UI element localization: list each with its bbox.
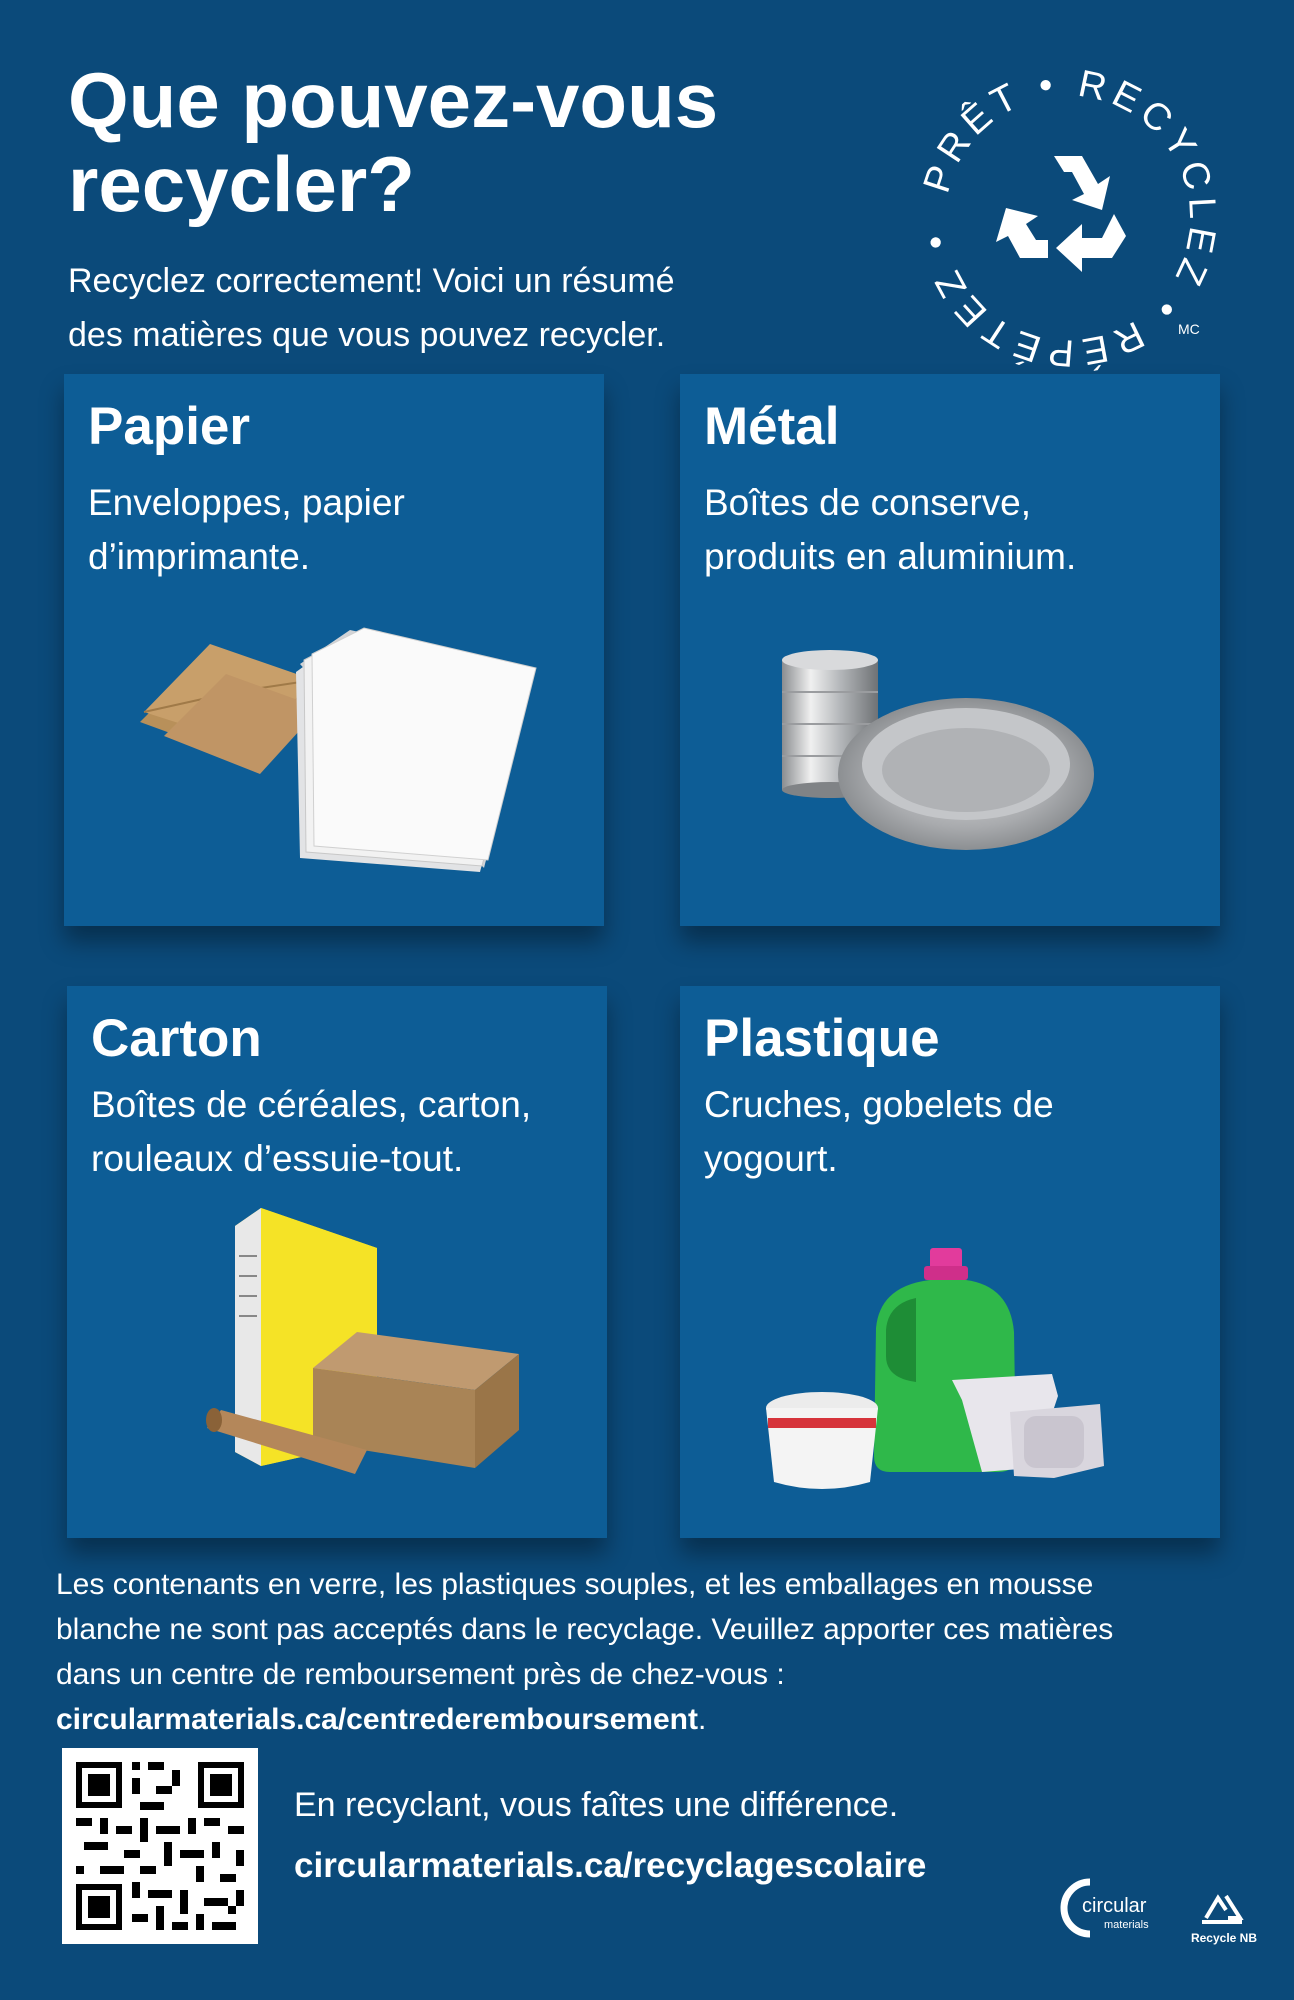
subtitle-line-1: Recyclez correctement! Voici un résumé — [68, 262, 675, 300]
recycle-badge — [898, 48, 1238, 388]
can-and-pie-tin-illustration — [680, 374, 1220, 926]
card-carton-desc-line-1: Boîtes de céréales, carton, — [91, 1084, 532, 1125]
notice-line-3: dans un centre de remboursement près de chez-vous : — [56, 1658, 785, 1691]
circular-materials-logo — [1060, 1872, 1180, 1942]
recycle-nb-logo — [1184, 1870, 1264, 1950]
school-recycling-link[interactable]: circularmaterials.ca/recyclagescolaire — [294, 1846, 927, 1885]
card-plastique-title: Plastique — [704, 1009, 940, 1068]
card-papier-desc-line-2: d’imprimante. — [88, 535, 311, 577]
title-line-1: Que pouvez-vous — [68, 56, 719, 144]
footer-tagline: En recyclant, vous faîtes une différence. — [294, 1786, 899, 1824]
refund-centre-link[interactable]: circularmaterials.ca/centrederemboursement — [56, 1703, 698, 1736]
card-carton — [67, 986, 607, 1538]
page-title — [68, 56, 868, 229]
circular-materials-logo-word: circular — [1082, 1895, 1147, 1917]
title-line-2: recycler? — [68, 140, 415, 229]
card-metal-desc-line-1: Boîtes de conserve, — [704, 482, 1032, 523]
not-accepted-notice — [56, 1562, 1256, 1742]
notice-link-suffix: . — [697, 1703, 707, 1736]
recycle-nb-logo-word: Recycle NB — [1190, 1931, 1258, 1945]
card-metal-title: Métal — [704, 397, 840, 456]
card-plastique-desc-line-2: yogourt. — [704, 1137, 838, 1179]
recycle-icon — [996, 156, 1126, 272]
paper-stack-icon — [296, 628, 536, 872]
badge-circular-text: PRÊT • RECYCLEZ • RÉPÉTEZ • — [913, 62, 1224, 374]
card-carton-title: Carton — [91, 1009, 262, 1068]
envelopes-and-paper-illustration — [64, 374, 604, 926]
qr-code[interactable] — [62, 1748, 258, 1944]
yogurt-tub-icon — [766, 1392, 878, 1489]
recycle-nb-icon — [1202, 1896, 1242, 1922]
circular-materials-logo-sub: materials — [1104, 1919, 1149, 1931]
qr-code-pattern — [62, 1748, 258, 1944]
card-metal — [680, 374, 1220, 926]
cardboard-illustration — [67, 986, 607, 1538]
card-papier-title: Papier — [88, 397, 251, 456]
pie-tin-icon — [838, 698, 1094, 850]
envelope-icon — [140, 644, 320, 774]
card-papier — [64, 374, 604, 926]
card-papier-desc-line-1: Enveloppes, papier — [88, 482, 405, 523]
page-subtitle — [68, 254, 868, 363]
card-plastique-desc-line-1: Cruches, gobelets de — [704, 1084, 1054, 1125]
notice-line-1: Les contenants en verre, les plastiques souples, et les emballages en mousse — [56, 1568, 1094, 1601]
badge-trademark: MC — [1178, 321, 1200, 337]
card-carton-desc-line-2: rouleaux d’essuie-tout. — [91, 1137, 464, 1179]
card-plastique — [680, 986, 1220, 1538]
plastic-containers-illustration — [680, 986, 1220, 1538]
subtitle-line-2: des matières que vous pouvez recycler. — [68, 316, 666, 355]
notice-line-2: blanche ne sont pas acceptés dans le recyclage. Veuillez apporter ces matières — [56, 1613, 1114, 1646]
card-metal-desc-line-2: produits en aluminium. — [704, 535, 1077, 577]
